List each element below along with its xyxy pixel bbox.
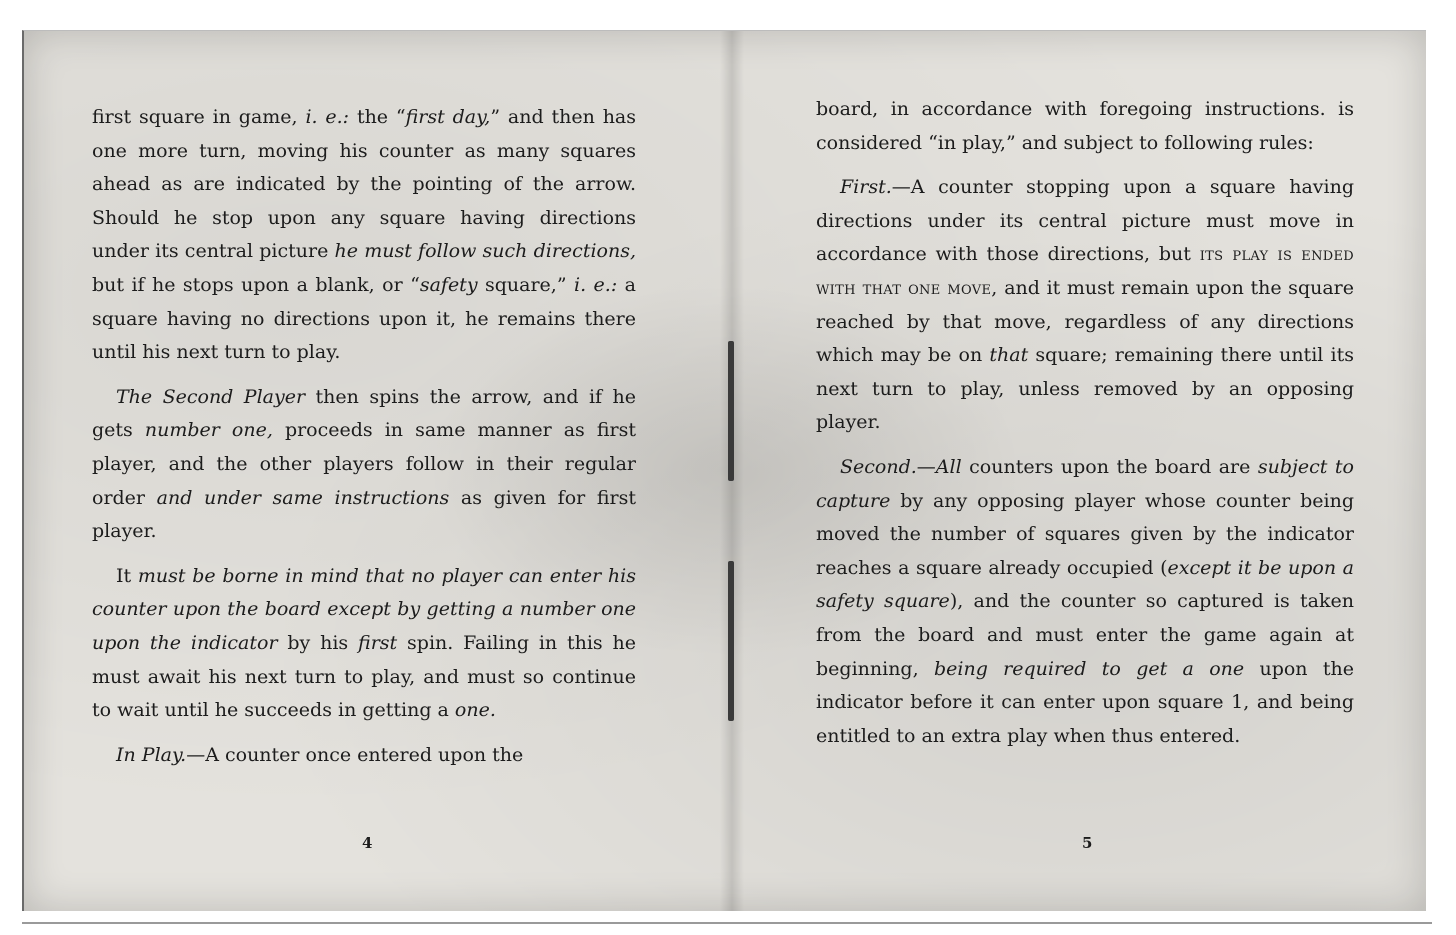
text-run: he must follow such directions, <box>334 240 636 263</box>
text-run: The Second Player <box>116 385 306 408</box>
text-run: Second. <box>840 455 917 478</box>
text-run: proceeds in same manner as first player, and the other players follow in their regular order <box>92 419 636 509</box>
text-run: square; remaining there until its next turn to play, unless removed by an opposing player. <box>816 344 1354 434</box>
text-run: ), and the counter so captured is taken from the board and must enter the game again at beginning, <box>816 590 1354 680</box>
left-paragraph-4 <box>92 739 636 773</box>
text-run: one. <box>454 699 496 722</box>
scan-bottom-edge <box>22 922 1432 924</box>
right-page-text <box>816 93 1354 764</box>
page-number-right: 5 <box>1082 834 1093 852</box>
right-paragraph-3 <box>816 451 1354 753</box>
text-run: i. e.: <box>305 106 350 128</box>
text-run: board, in accordance with foregoing instructions. is considered “in play,” and subject to following rules: <box>816 98 1354 154</box>
text-run: by any opposing player whose counter being moved the number of squares given by the indicator reaches a square already occupied ( <box>816 489 1354 579</box>
text-run: ” and then has one more turn, moving his counter as many squares ahead as are indicated by the pointing of the arrow. Should he stop upon any square having directions under its central picture <box>92 106 637 263</box>
left-paragraph-3 <box>92 560 636 728</box>
text-run: by his <box>277 631 359 654</box>
text-run: then spins the arrow, and if he gets <box>92 385 636 442</box>
text-run: the “ <box>349 106 406 128</box>
left-paragraph-1 <box>92 101 636 370</box>
text-run: as given for first player. <box>92 486 636 543</box>
left-page <box>24 31 730 911</box>
text-run: —A counter once entered upon the <box>186 743 524 766</box>
text-run: first day, <box>405 106 491 128</box>
text-run: except it be upon a safety square <box>816 556 1355 613</box>
text-run: must be borne in mind that no player can enter his counter upon the board except by getting a number one upon the indicator <box>92 564 636 654</box>
text-run: and under same instructions <box>156 486 450 509</box>
text-run: first <box>358 631 398 654</box>
text-run: number one, <box>144 419 273 442</box>
text-run: being required to get a one <box>933 657 1245 680</box>
text-run: First. <box>840 176 892 199</box>
scanned-spread <box>22 30 1426 911</box>
text-run: upon the indicator before it can enter upon square 1, and being entitled to an extra play when thus entered. <box>816 657 1354 747</box>
text-run: It <box>116 564 138 587</box>
text-run: that <box>989 344 1029 367</box>
text-run: — <box>916 455 936 478</box>
right-paragraph-1 <box>816 93 1354 160</box>
text-run: subject to capture <box>816 455 1354 512</box>
text-run: spin. Failing in this he must await his next turn to play, and must so continue to wait until he succeeds in getting a <box>92 631 636 722</box>
text-run: In Play. <box>116 743 187 766</box>
text-run: counters upon the board are <box>961 455 1258 478</box>
text-run: i. e.: <box>574 273 618 296</box>
text-run: and it must remain upon the square reached by that move, regardless of any directions which may be on <box>816 276 1354 367</box>
page-number-left: 4 <box>362 834 373 852</box>
right-paragraph-2 <box>816 171 1354 440</box>
text-run: All <box>935 455 962 478</box>
text-run: safety <box>419 273 478 296</box>
left-page-text <box>92 101 636 783</box>
left-paragraph-2 <box>92 381 636 549</box>
text-run: first square in game, <box>92 106 306 128</box>
right-page <box>730 31 1426 911</box>
text-run: square,” <box>477 273 574 296</box>
text-run: its play is ended with that one move, <box>816 243 1354 299</box>
text-run: but if he stops upon a blank, or “ <box>92 273 420 296</box>
text-run: a square having no directions upon it, he remains there until his next turn to play. <box>92 273 636 364</box>
text-run: —A counter stopping upon a square having directions under its central picture must move in accordance with those directions, but <box>816 176 1354 266</box>
